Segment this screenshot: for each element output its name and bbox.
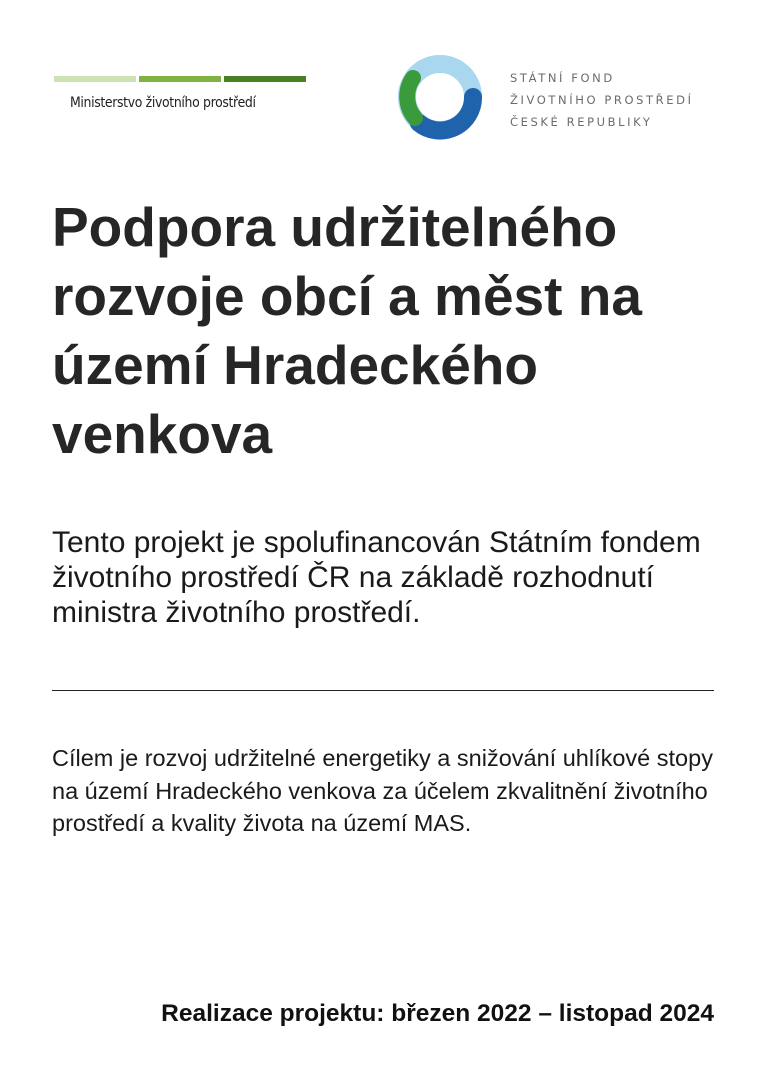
- fund-name: [510, 67, 694, 133]
- sfzp-ring-icon: [397, 54, 483, 140]
- realization-period: Realizace projektu: březen 2022 – listopad 2024: [161, 1000, 714, 1027]
- ministry-name: Ministerstvo životního prostředí: [70, 95, 256, 111]
- funding-statement: Tento projekt je spolufinancován Státním fondem životního prostředí ČR na základě rozhodnutí ministra životního prostředí.: [52, 526, 701, 629]
- emblem-ring-green: [407, 78, 415, 118]
- ministry-logo-bar: [139, 76, 221, 82]
- emblem-center: [418, 75, 462, 119]
- ministry-logo: [54, 76, 306, 116]
- fund-name-line: ŽIVOTNÍHO PROSTŘEDÍ: [510, 93, 694, 107]
- ministry-logo-bar: [224, 76, 306, 82]
- ministry-logo-bars: [54, 76, 306, 82]
- ministry-logo-bar: [54, 76, 136, 82]
- divider: [52, 690, 714, 691]
- project-goal: Cílem je rozvoj udržitelné energetiky a snižování uhlíkové stopy na území Hradeckého venkova za účelem zkvalitnění životního prostředí a kvality života na území MAS.: [52, 745, 713, 836]
- page-title: Podpora udržitelného rozvoje obcí a měst na území Hradeckého venkova: [52, 196, 642, 465]
- fund-name-line: ČESKÉ REPUBLIKY: [510, 115, 653, 129]
- fund-name-line: STÁTNÍ FOND: [510, 71, 615, 85]
